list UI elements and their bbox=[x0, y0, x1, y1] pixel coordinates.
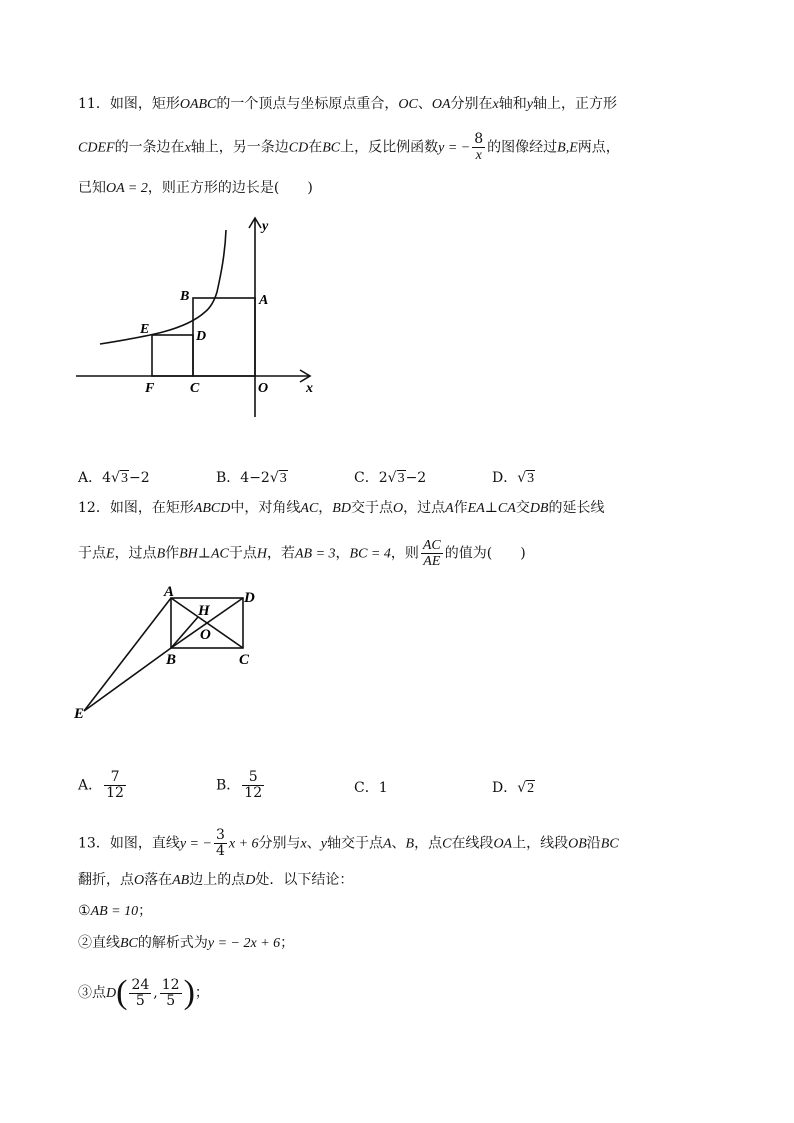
fraction-numerator: 7 bbox=[104, 770, 126, 786]
q13-math: y = − bbox=[179, 836, 212, 852]
q11-line-3 bbox=[78, 178, 313, 199]
q11-math: OA bbox=[431, 97, 451, 112]
q12-text: 12．如图，在矩形 bbox=[78, 500, 194, 516]
q11-text: 分别在 bbox=[450, 96, 493, 112]
option-value: −2 bbox=[405, 470, 427, 486]
q12-text: ， bbox=[335, 545, 350, 562]
q11-text: 、 bbox=[417, 96, 432, 112]
q12-text: 于点 bbox=[228, 545, 257, 562]
q13-math: A bbox=[382, 836, 392, 852]
option-value: 2 bbox=[378, 470, 388, 486]
q13-text: 沿 bbox=[586, 835, 601, 852]
q11-line-1 bbox=[78, 94, 617, 115]
q13-text: 在线段 bbox=[451, 835, 494, 852]
q12-option-b[interactable] bbox=[216, 770, 266, 801]
q11-math: x bbox=[184, 140, 191, 156]
fraction-numerator: AC bbox=[422, 538, 441, 553]
option-label: C． bbox=[354, 470, 379, 486]
fraction-denominator: AE bbox=[423, 554, 441, 569]
q12-math: BD bbox=[332, 501, 351, 516]
q13-text: 边上的点 bbox=[189, 872, 246, 888]
q11-text: 11．如图，矩形 bbox=[78, 96, 180, 112]
radicand: 3 bbox=[120, 471, 128, 486]
q11-text: 的一个顶点与坐标原点重合， bbox=[216, 96, 399, 112]
q11-text: 上，反比例函数 bbox=[340, 139, 439, 156]
fraction-denominator: 12 bbox=[244, 785, 263, 801]
q11-text: 轴和 bbox=[498, 96, 527, 112]
q13-math: OB bbox=[568, 836, 587, 852]
label-b: B bbox=[180, 289, 190, 304]
label-c: C bbox=[239, 652, 250, 668]
option-label: A． bbox=[78, 470, 103, 486]
q11-math: y bbox=[526, 97, 533, 112]
q11-option-a[interactable]: A．4√3−2 bbox=[78, 470, 150, 486]
q13-fraction bbox=[129, 978, 151, 1009]
q11-math: B,E bbox=[557, 140, 578, 156]
q12-math: E bbox=[106, 546, 115, 562]
q13-math: C bbox=[442, 836, 452, 852]
q12-math: DB bbox=[529, 501, 549, 516]
radicand: 2 bbox=[527, 781, 535, 796]
q12-text: 作 bbox=[165, 545, 180, 562]
q11-text: 轴上，另一条边 bbox=[190, 139, 289, 156]
q12-math: O bbox=[392, 501, 404, 516]
q13-math: x + 6 bbox=[228, 836, 259, 852]
q13-text: ； bbox=[138, 903, 153, 919]
q11-math: BC bbox=[322, 140, 341, 156]
q11-math: CD bbox=[288, 140, 309, 156]
right-paren: ) bbox=[183, 974, 195, 1011]
q12-text: 交 bbox=[515, 500, 530, 516]
option-label: D． bbox=[492, 780, 518, 796]
q13-conclusion-1 bbox=[78, 901, 152, 922]
q13-line-1 bbox=[78, 828, 619, 859]
q13-text: 上，线段 bbox=[512, 835, 569, 852]
q13-math: x bbox=[300, 836, 307, 852]
q13-text: 落在 bbox=[144, 872, 173, 888]
q12-figure bbox=[70, 580, 280, 730]
q12-fraction bbox=[421, 538, 443, 569]
q13-text: 13．如图，直线 bbox=[78, 835, 180, 852]
q12-text: 于点 bbox=[78, 545, 106, 562]
q11-text: 的一条边在 bbox=[114, 139, 185, 156]
radicand: 3 bbox=[527, 471, 535, 486]
q12-option-a[interactable] bbox=[78, 770, 128, 801]
option-label: D． bbox=[492, 470, 518, 486]
q11-math: x bbox=[492, 97, 499, 112]
fraction-denominator: 4 bbox=[215, 843, 225, 859]
q13-text: ① bbox=[78, 903, 91, 919]
q13-text: ； bbox=[280, 935, 295, 951]
label-d: D bbox=[196, 329, 207, 344]
q12-math: ABCD bbox=[193, 501, 231, 516]
radicand: 3 bbox=[279, 471, 287, 486]
fraction-numerator: 24 bbox=[131, 976, 150, 993]
q12-math: BH⊥AC bbox=[179, 546, 229, 562]
fraction-denominator: x bbox=[475, 148, 482, 163]
q12-math: A bbox=[445, 501, 454, 516]
option-value: −2 bbox=[128, 470, 150, 486]
q12-text: ，过点 bbox=[403, 500, 446, 516]
q13-math: OA bbox=[493, 836, 513, 852]
q11-text: 两点， bbox=[577, 139, 620, 156]
q13-math: AB bbox=[172, 873, 190, 888]
q13-math: O bbox=[134, 873, 145, 888]
q11-line-2 bbox=[78, 132, 620, 163]
q12-math: BC = 4 bbox=[349, 546, 391, 562]
option-fraction bbox=[242, 770, 264, 801]
q13-math: BC bbox=[600, 836, 619, 852]
fraction-numerator: 8 bbox=[474, 131, 484, 147]
q12-text: ，则 bbox=[390, 545, 419, 562]
q11-text: 已知 bbox=[78, 180, 106, 196]
label-d: D bbox=[244, 590, 255, 606]
option-label: B． bbox=[216, 777, 241, 794]
q13-text: 的解析式为 bbox=[137, 935, 208, 951]
label-o: O bbox=[258, 381, 269, 396]
q12-text: 中，对角线 bbox=[230, 500, 301, 516]
q12-option-d[interactable]: D．√2 bbox=[492, 780, 535, 796]
q12-text: ， bbox=[318, 500, 333, 516]
label-o: O bbox=[200, 627, 211, 643]
q11-option-b[interactable]: B．4−2√3 bbox=[216, 470, 287, 486]
q11-fraction bbox=[472, 132, 485, 163]
q13-math: D bbox=[245, 873, 256, 888]
label-x: x bbox=[306, 381, 313, 396]
label-c: C bbox=[190, 381, 200, 396]
q12-math: AB = 3 bbox=[294, 546, 336, 562]
q12-text: ，若 bbox=[266, 545, 295, 562]
option-value: 4−2 bbox=[240, 470, 270, 486]
q11-text: ，则正方形的边长是( ) bbox=[147, 180, 313, 196]
label-a: A bbox=[164, 584, 175, 600]
q12-math: B bbox=[156, 546, 166, 562]
fraction-numerator: 3 bbox=[215, 827, 225, 843]
label-h: H bbox=[198, 603, 210, 619]
q12-text: 的值为( ) bbox=[444, 545, 526, 562]
q11-math: CDEF bbox=[78, 140, 115, 156]
fraction-denominator: 5 bbox=[166, 992, 176, 1009]
q13-text: 处．以下结论： bbox=[255, 872, 354, 888]
fraction-numerator: 5 bbox=[242, 770, 264, 786]
label-e: E bbox=[140, 322, 150, 337]
option-label: C． bbox=[354, 780, 379, 796]
q13-conclusion-2 bbox=[78, 933, 294, 954]
fraction-denominator: 5 bbox=[135, 992, 145, 1009]
q12-line-2 bbox=[78, 538, 526, 569]
q13-math: y bbox=[320, 836, 327, 852]
label-y: y bbox=[262, 219, 269, 234]
q11-math: OABC bbox=[179, 97, 217, 112]
q11-text: 轴上，正方形 bbox=[532, 96, 617, 112]
q13-text: 、 bbox=[391, 835, 406, 852]
q13-text: 、 bbox=[306, 835, 321, 852]
q13-fraction bbox=[214, 828, 227, 859]
q13-text: 轴交于点 bbox=[326, 835, 383, 852]
option-label: A． bbox=[78, 777, 103, 794]
q13-math: y = − 2x + 6 bbox=[207, 936, 281, 951]
option-label: B． bbox=[216, 470, 241, 486]
q13-math: BC bbox=[120, 936, 138, 951]
option-value: 1 bbox=[378, 780, 388, 796]
q11-text: 的图像经过 bbox=[487, 139, 558, 156]
segment-ea bbox=[84, 598, 171, 711]
q11-option-d[interactable]: D．√3 bbox=[492, 470, 535, 486]
q12-text: 作 bbox=[453, 500, 468, 516]
q13-text: ③点 bbox=[78, 985, 106, 1001]
q12-math: AC bbox=[300, 501, 319, 516]
q13-text: ②直线 bbox=[78, 935, 120, 951]
q12-option-c[interactable] bbox=[354, 778, 388, 798]
fraction-denominator: 12 bbox=[106, 785, 124, 801]
label-e: E bbox=[74, 706, 85, 722]
q13-text: 分别与 bbox=[258, 835, 301, 852]
q13-line-2 bbox=[78, 870, 353, 891]
q13-text: ，点 bbox=[414, 835, 443, 852]
q12-math: EA⊥CA bbox=[467, 501, 516, 516]
fraction-numerator: 12 bbox=[161, 976, 180, 993]
q13-math: B bbox=[405, 836, 415, 852]
q12-text: ，过点 bbox=[114, 545, 157, 562]
q11-figure bbox=[70, 212, 330, 422]
q13-math: AB = 10 bbox=[90, 904, 139, 919]
q12-line-1 bbox=[78, 498, 604, 519]
left-paren: ( bbox=[116, 974, 128, 1011]
label-b: B bbox=[166, 652, 177, 668]
label-f: F bbox=[145, 381, 155, 396]
option-value: 4 bbox=[102, 470, 112, 486]
segment-eb bbox=[84, 648, 171, 711]
radicand: 3 bbox=[397, 471, 405, 486]
q13-conclusion-3 bbox=[78, 976, 209, 1010]
square-cdef bbox=[152, 335, 193, 376]
q11-option-c[interactable]: C．2√3−2 bbox=[354, 470, 427, 486]
q12-text: 交于点 bbox=[350, 500, 393, 516]
hyperbola-curve bbox=[100, 230, 226, 344]
q13-math: D bbox=[106, 986, 117, 1001]
option-fraction bbox=[104, 770, 126, 801]
q13-text: 翻折，点 bbox=[78, 872, 134, 888]
q11-equation: y = − bbox=[438, 140, 471, 156]
q11-text: 在 bbox=[308, 139, 323, 156]
q12-math: H bbox=[256, 546, 267, 562]
q13-fraction bbox=[160, 978, 182, 1009]
comma: , bbox=[153, 985, 158, 1001]
label-a: A bbox=[259, 293, 269, 308]
q11-math: OA = 2 bbox=[106, 181, 148, 196]
q13-text: ； bbox=[194, 985, 209, 1001]
q12-text: 的延长线 bbox=[548, 500, 605, 516]
q11-math: OC bbox=[398, 97, 418, 112]
